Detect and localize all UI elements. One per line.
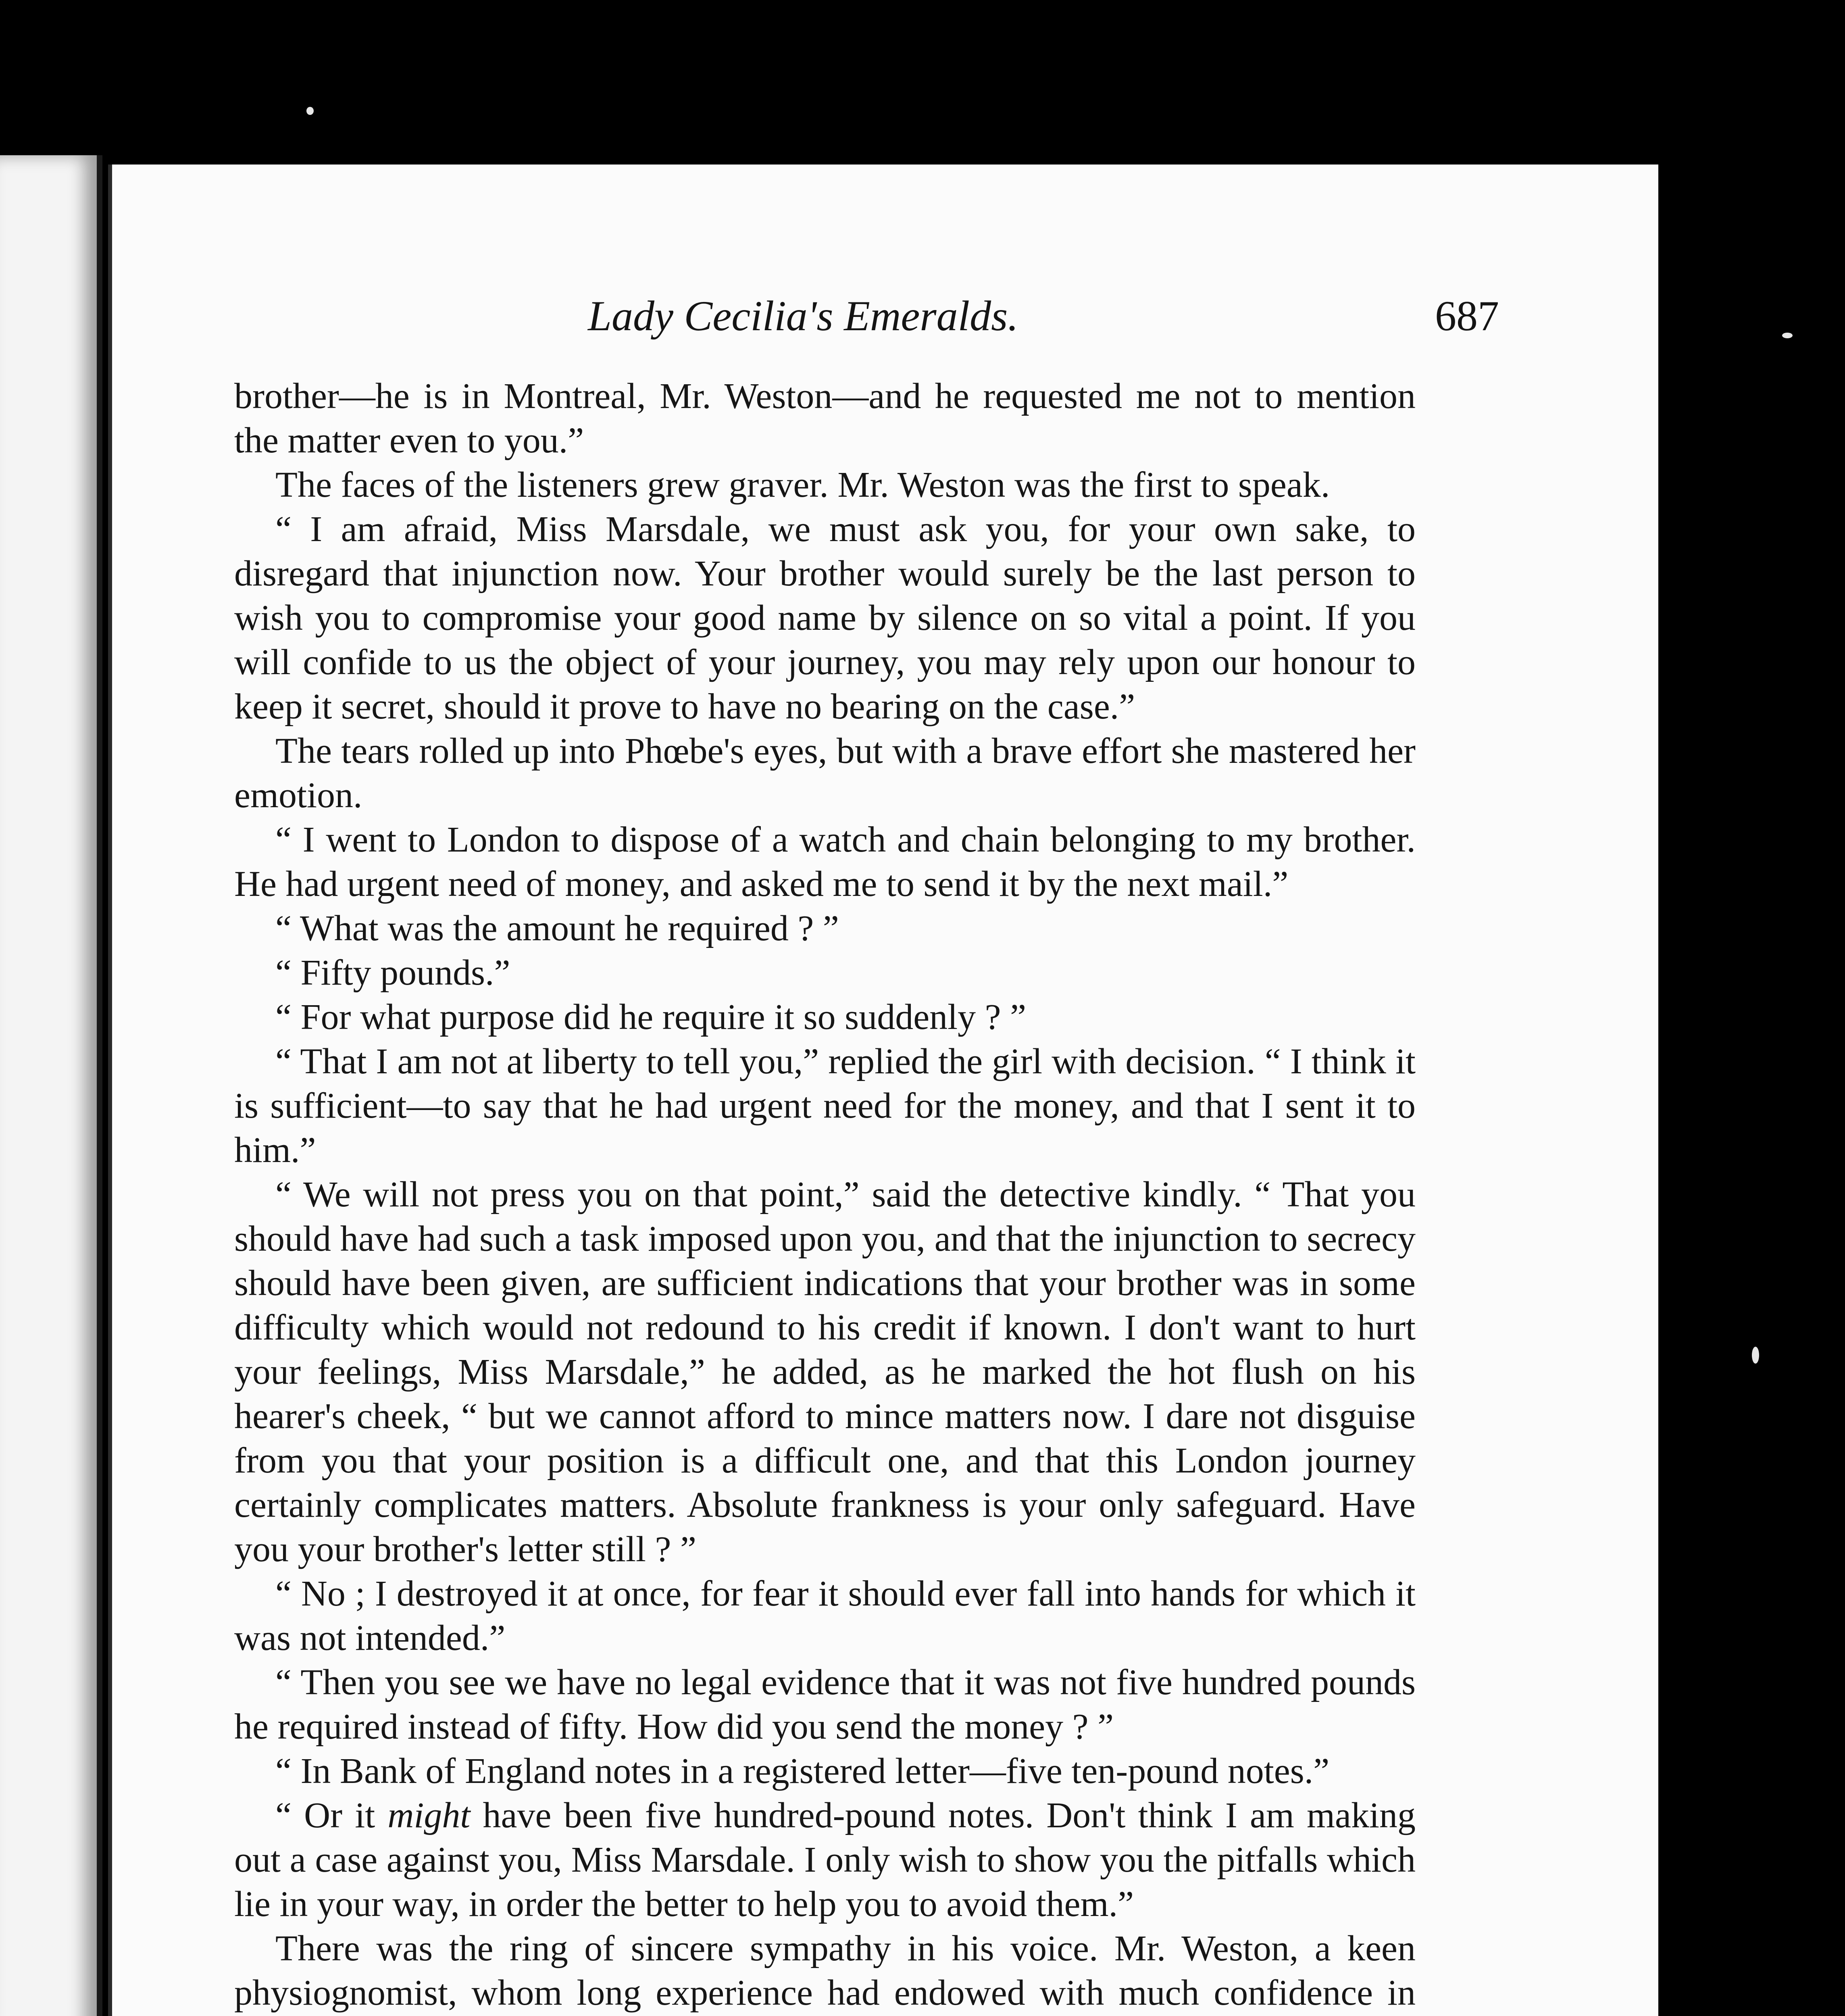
running-title: Lady Cecilia's Emeralds. [588,292,1018,339]
paragraph: The faces of the listeners grew graver. Mr. Weston was the first to speak. [275,465,1330,505]
paragraph: There was the ring of sincere sympathy in his voice. Mr. Weston, a keen physiognomist, whom long experience had endowed with much confidence in [234,1929,1416,2013]
paragraph: “ We will not press you on that point,” said the detective kindly. “ That you should have had such a task imposed upon you, and that the injunction to secrecy should have been given, are sufficient indications that your brother was in some difficulty which would not redound to his credit if known. I don't want to hurt your feelings, Miss Marsdale,” he added, as he marked the hot flush on his hearer's cheek, “ but we cannot afford to mince matters now. I dare not disguise from you that your position is a difficult one, and that this London journey certainly complicates matters. Absolute frankness is your only safeguard. Have you your brother's letter still ? ” [234,1175,1416,1569]
paragraph: “ No ; I destroyed it at once, for fear it should ever fall into hands for which it was not intended.” [234,1574,1416,1658]
paragraph: brother—he is in Montreal, Mr. Weston—and he requested me not to mention the matter even to you.” [234,376,1416,460]
scan-speck [1782,333,1793,338]
paragraph: “ I am afraid, Miss Marsdale, we must ask you, for your own sake, to disregard that injunction now. Your brother would surely be the last person to wish you to compromise your good name by silence on so vital a point. If you will confide to us the object of your journey, you may rely upon our honour to keep it secret, should it prove to have no bearing on the case.” [234,509,1416,727]
paragraph-might [234,1793,1416,1926]
paragraph: “ Then you see we have no legal evidence that it was not five hundred pounds he required instead of fifty. How did you send the money ? ” [234,1662,1416,1747]
paragraph-might-before: “ Or it [275,1795,388,1835]
facing-page-edge [0,155,102,2016]
paragraph-might-emphasis: might [387,1795,471,1835]
paragraph-might-after: have been five hundred-pound notes. Don't think I am making out a case against you, Miss Marsdale. I only wish to show you the pitfalls which lie in your way, in order the better to help you to avoid them.” [234,1795,1416,1924]
paragraph: “ For what purpose did he require it so suddenly ? ” [275,997,1027,1037]
body-text [234,374,1416,2016]
book-page [108,165,1658,2016]
paragraph: “ In Bank of England notes in a registered letter—five ten-pound notes.” [275,1751,1330,1791]
scan-speck [1752,1347,1759,1364]
page-number: 687 [1435,292,1499,339]
paragraph: “ Fifty pounds.” [275,953,510,993]
scan-speck [306,107,314,115]
paragraph: “ What was the amount he required ? ” [275,908,839,948]
paragraph: “ That I am not at liberty to tell you,” replied the girl with decision. “ I think it is sufficient—to say that he had urgent need for the money, and that I sent it to him.” [234,1041,1416,1170]
page-header [112,292,1658,372]
paragraph: “ I went to London to dispose of a watch and chain belonging to my brother. He had urgent need of money, and asked me to send it by the next mail.” [234,820,1416,904]
paragraph: The tears rolled up into Phœbe's eyes, but with a brave effort she mastered her emotion. [234,731,1416,815]
